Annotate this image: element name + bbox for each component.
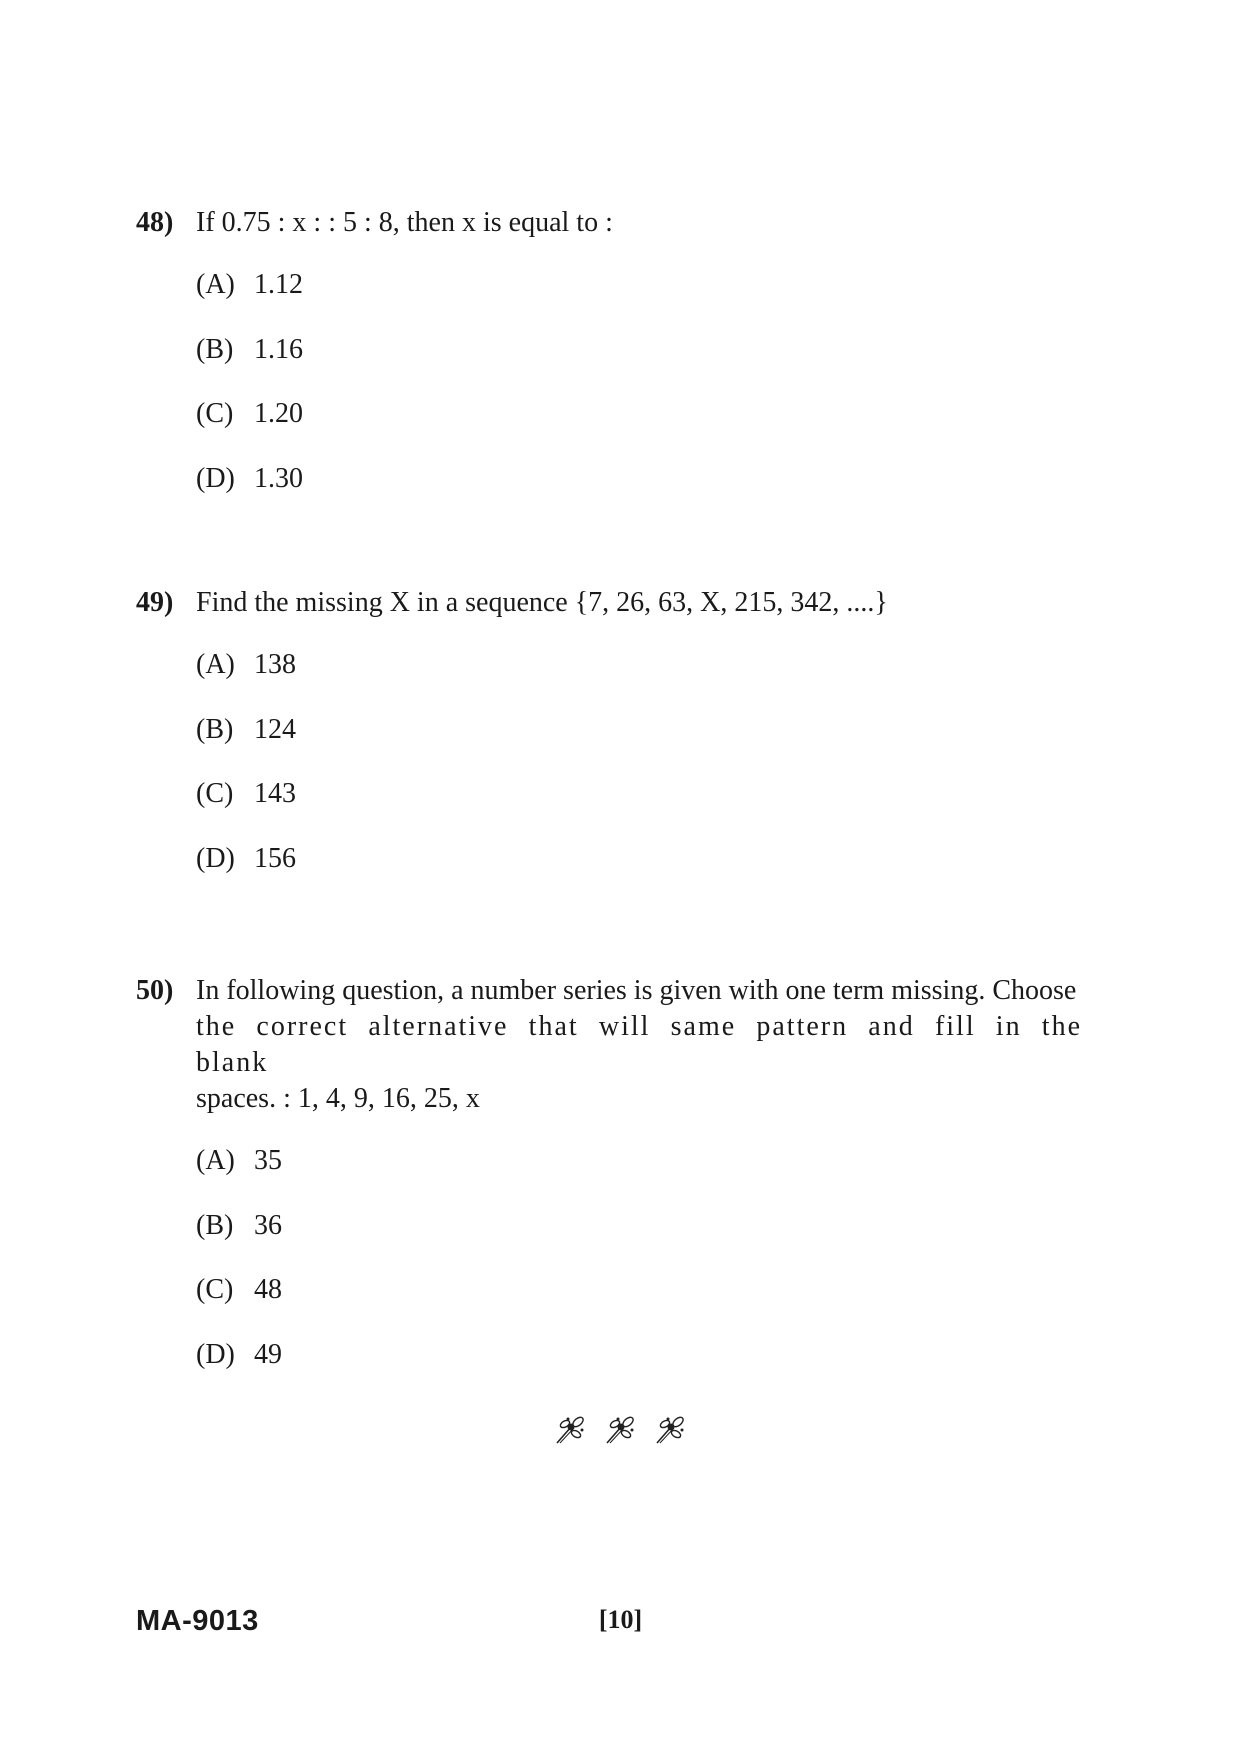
question-49 xyxy=(136,585,1091,905)
option-c xyxy=(196,396,1091,461)
question-text-line: spaces. : 1, 4, 9, 16, 25, x xyxy=(196,1083,480,1114)
option-c xyxy=(196,1272,1091,1337)
paper-code: MA-9013 xyxy=(136,1605,259,1637)
option-value: 48 xyxy=(254,1274,282,1305)
option-a xyxy=(196,267,1091,332)
option-value: 1.16 xyxy=(254,333,303,365)
option-a xyxy=(196,647,1091,712)
floral-ornament-icon xyxy=(604,1412,638,1451)
option-label: (C) xyxy=(196,778,234,809)
floral-ornament-icon xyxy=(554,1412,588,1451)
option-label: (B) xyxy=(196,1209,234,1241)
option-label: (B) xyxy=(196,333,234,365)
option-label: (D) xyxy=(196,842,235,874)
option-list xyxy=(196,267,1091,525)
option-a xyxy=(196,1143,1091,1208)
option-label: (B) xyxy=(196,713,234,745)
end-ornament xyxy=(0,1412,1241,1451)
option-label: (C) xyxy=(196,398,234,429)
option-b xyxy=(196,332,1091,397)
option-list xyxy=(196,647,1091,905)
option-b xyxy=(196,1208,1091,1273)
option-value: 1.20 xyxy=(254,398,303,429)
option-list xyxy=(196,1143,1091,1401)
question-48 xyxy=(136,205,1091,525)
question-number: 48) xyxy=(136,207,174,238)
question-text: Find the missing X in a sequence {7, 26, 63, X, 215, 342, ....} xyxy=(196,587,888,618)
question-text xyxy=(196,973,1082,1117)
option-label: (A) xyxy=(196,1145,235,1176)
question-number: 49) xyxy=(136,587,174,618)
question-text: If 0.75 : x : : 5 : 8, then x is equal to : xyxy=(196,207,613,238)
question-text-line: In following question, a number series is given with one term missing. Choose xyxy=(196,975,1077,1006)
option-d xyxy=(196,841,1091,906)
option-b xyxy=(196,712,1091,777)
question-50 xyxy=(136,973,1091,1401)
option-label: (D) xyxy=(196,1338,235,1370)
option-value: 143 xyxy=(254,778,296,809)
option-label: (D) xyxy=(196,462,235,494)
question-number: 50) xyxy=(136,975,174,1006)
option-value: 1.30 xyxy=(254,462,303,494)
option-label: (A) xyxy=(196,649,235,680)
option-d xyxy=(196,461,1091,526)
option-value: 1.12 xyxy=(254,269,303,300)
option-label: (A) xyxy=(196,269,235,300)
option-value: 124 xyxy=(254,713,296,745)
question-text-line: the correct alternative that will same pattern and fill in the blank xyxy=(196,1011,1082,1078)
option-d xyxy=(196,1337,1091,1402)
option-label: (C) xyxy=(196,1274,234,1305)
option-value: 138 xyxy=(254,649,296,680)
option-value: 35 xyxy=(254,1145,282,1176)
page-number: [10] xyxy=(598,1605,643,1634)
option-value: 36 xyxy=(254,1209,282,1241)
option-value: 49 xyxy=(254,1338,282,1370)
option-value: 156 xyxy=(254,842,296,874)
floral-ornament-icon xyxy=(654,1412,688,1451)
option-c xyxy=(196,776,1091,841)
